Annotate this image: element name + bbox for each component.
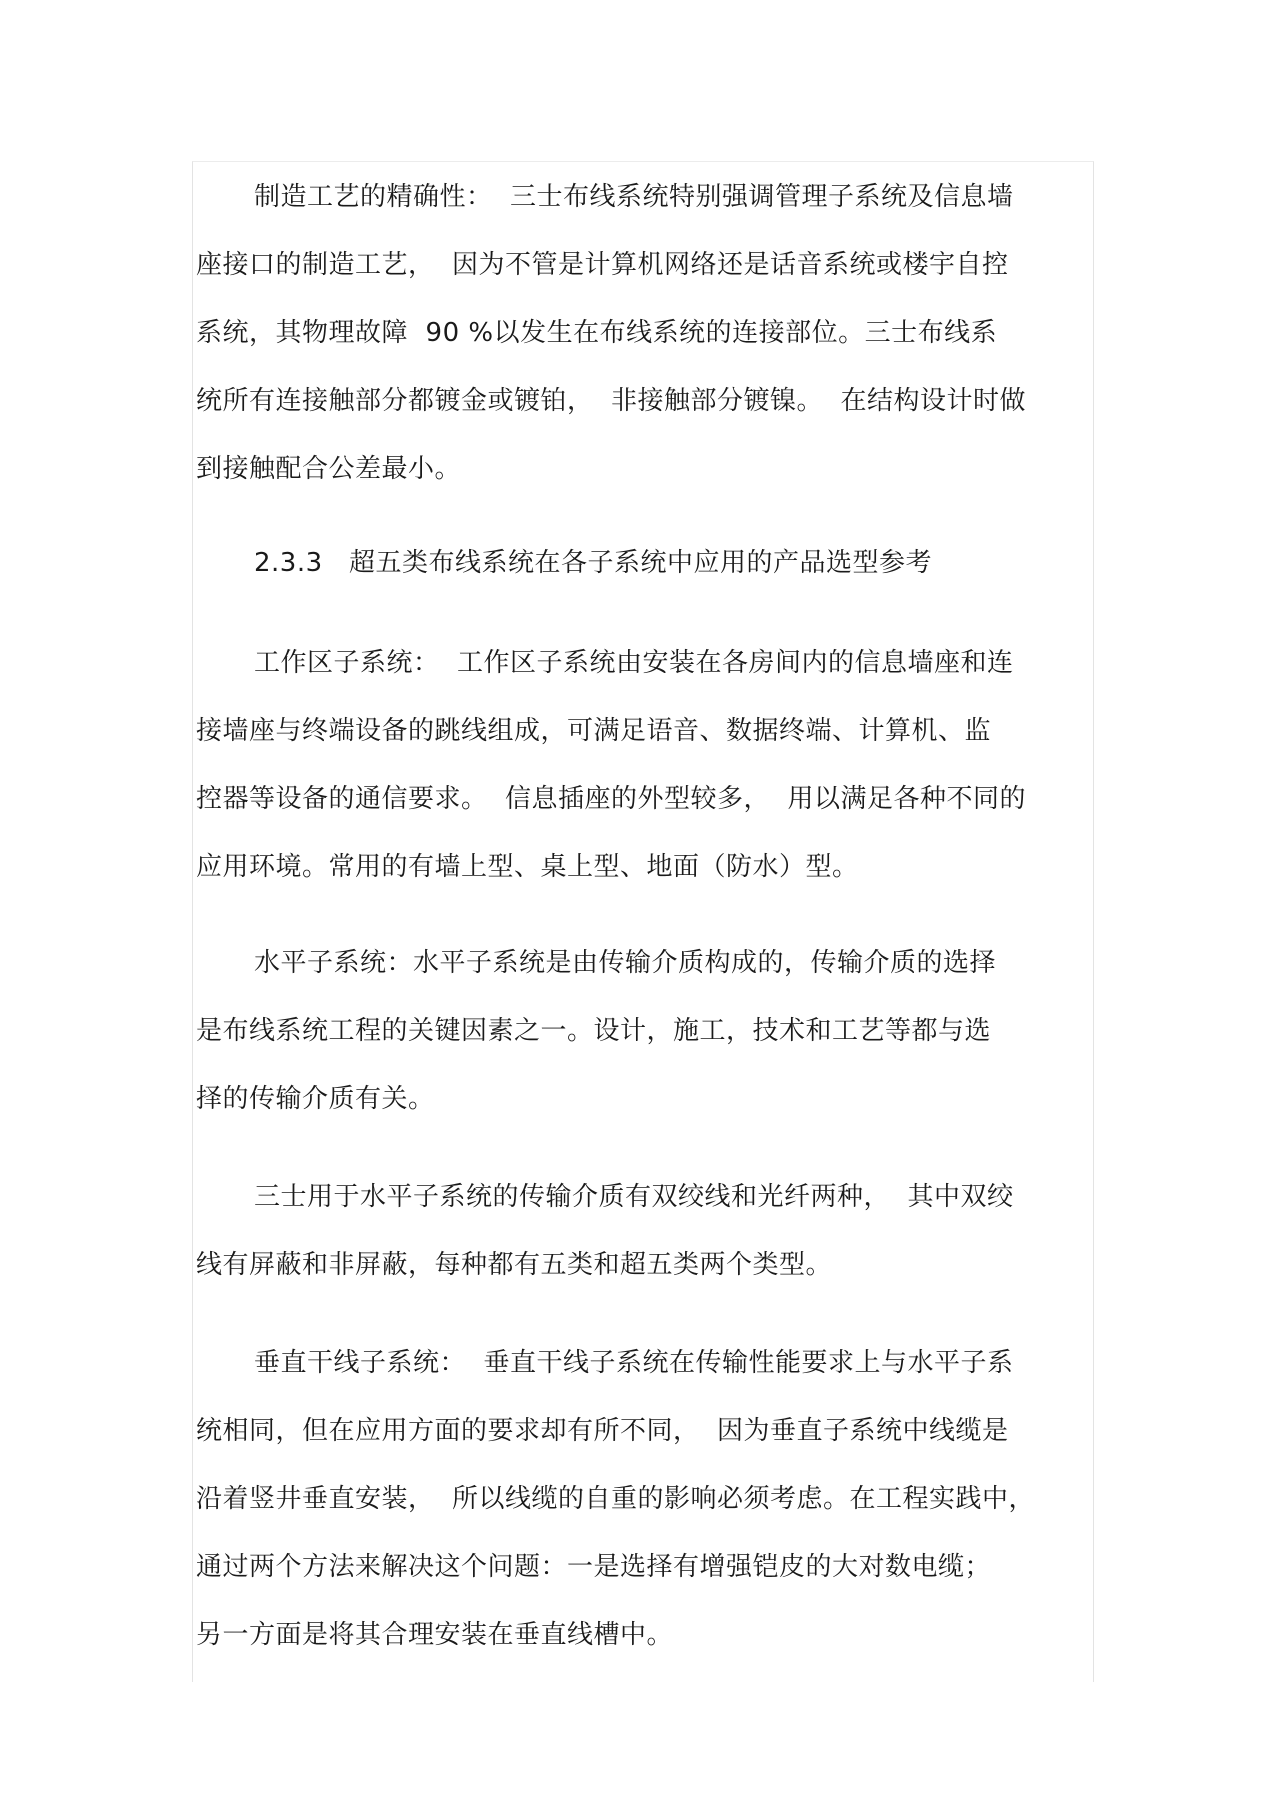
paragraph-1-line-1: 制造工艺的精确性： 三士布线系统特别强调管理子系统及信息墙 — [254, 182, 1014, 212]
paragraph-3-line-3: 择的传输介质有关。 — [196, 1084, 435, 1114]
paragraph-3-line-2: 是布线系统工程的关键因素之一。设计，施工，技术和工艺等都与选 — [196, 1016, 992, 1046]
paragraph-2-line-3: 控器等设备的通信要求。 信息插座的外型较多， 用以满足各种不同的 — [196, 784, 1027, 814]
paragraph-5-line-2: 统相同，但在应用方面的要求却有所不同， 因为垂直子系统中线缆是 — [196, 1416, 1009, 1446]
paragraph-5-line-1: 垂直干线子系统： 垂直干线子系统在传输性能要求上与水平子系 — [254, 1348, 1014, 1378]
paragraph-1-line-5: 到接触配合公差最小。 — [196, 454, 462, 484]
section-heading-2-3-3: 2.3.3 超五类布线系统在各子系统中应用的产品选型参考 — [254, 548, 932, 578]
paragraph-1-line-3: 系统，其物理故障 90 %以发生在布线系统的连接部位。三士布线系 — [196, 318, 998, 348]
paragraph-5-line-5: 另一方面是将其合理安装在垂直线槽中。 — [196, 1620, 674, 1650]
paragraph-3-line-1: 水平子系统：水平子系统是由传输介质构成的，传输介质的选择 — [254, 948, 997, 978]
paragraph-1-line-4: 统所有连接触部分都镀金或镀铂， 非接触部分镀镍。 在结构设计时做 — [196, 386, 1027, 416]
paragraph-4-line-2: 线有屏蔽和非屏蔽，每种都有五类和超五类两个类型。 — [196, 1250, 833, 1280]
paragraph-5-line-4: 通过两个方法来解决这个问题：一是选择有增强铠皮的大对数电缆； — [196, 1552, 992, 1582]
paragraph-2-line-4: 应用环境。常用的有墙上型、桌上型、地面（防水）型。 — [196, 852, 859, 882]
paragraph-2-line-2: 接墙座与终端设备的跳线组成，可满足语音、数据终端、计算机、监 — [196, 716, 992, 746]
paragraph-1-line-2: 座接口的制造工艺， 因为不管是计算机网络还是话音系统或楼宇自控 — [196, 250, 1009, 280]
paragraph-4-line-1: 三士用于水平子系统的传输介质有双绞线和光纤两种， 其中双绞 — [254, 1182, 1014, 1212]
paragraph-2-line-1: 工作区子系统： 工作区子系统由安装在各房间内的信息墙座和连 — [254, 648, 1014, 678]
paragraph-5-line-3: 沿着竖井垂直安装， 所以线缆的自重的影响必须考虑。在工程实践中， — [196, 1484, 1036, 1514]
